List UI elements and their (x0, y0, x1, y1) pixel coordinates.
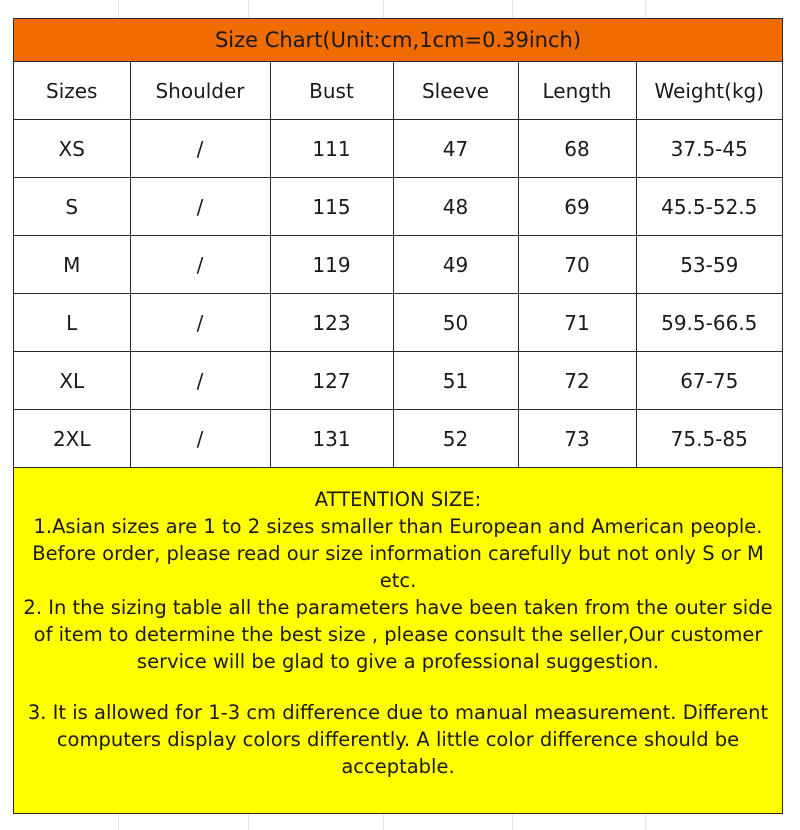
column-header-shoulder: Shoulder (130, 62, 270, 120)
cell-length: 69 (518, 178, 636, 236)
cell-length: 72 (518, 352, 636, 410)
notice-point-2: 2. In the sizing table all the parameters have been taken from the outer side of item to determine the best size , please consult the seller,Our customer service will be glad to give a professional suggestion. (23, 596, 773, 673)
cell-shoulder: / (130, 236, 270, 294)
cell-sleeve: 50 (393, 294, 518, 352)
cell-size: 2XL (14, 410, 130, 468)
column-header-length: Length (518, 62, 636, 120)
cell-bust: 131 (270, 410, 393, 468)
cell-length: 70 (518, 236, 636, 294)
column-header-bust: Bust (270, 62, 393, 120)
chart-title: Size Chart(Unit:cm,1cm=0.39inch) (14, 19, 782, 62)
cell-length: 71 (518, 294, 636, 352)
cell-shoulder: / (130, 410, 270, 468)
notice-point-3: 3. It is allowed for 1-3 cm difference due to manual measurement. Different computers display colors differently. A little color difference should be acceptable. (27, 701, 769, 778)
column-header-size: Sizes (14, 62, 130, 120)
cell-size: XL (14, 352, 130, 410)
cell-size: L (14, 294, 130, 352)
cell-sleeve: 48 (393, 178, 518, 236)
cell-bust: 115 (270, 178, 393, 236)
cell-weight: 53-59 (636, 236, 782, 294)
size-table-body (14, 62, 782, 467)
table-row (14, 178, 782, 236)
attention-notice (14, 467, 782, 813)
cell-sleeve: 51 (393, 352, 518, 410)
column-header-sleeve: Sleeve (393, 62, 518, 120)
size-table (14, 62, 782, 467)
cell-weight: 75.5-85 (636, 410, 782, 468)
table-row (14, 236, 782, 294)
cell-shoulder: / (130, 178, 270, 236)
cell-sleeve: 47 (393, 120, 518, 178)
table-row (14, 294, 782, 352)
size-chart (13, 18, 783, 814)
cell-length: 68 (518, 120, 636, 178)
cell-weight: 37.5-45 (636, 120, 782, 178)
cell-shoulder: / (130, 120, 270, 178)
cell-weight: 45.5-52.5 (636, 178, 782, 236)
cell-weight: 67-75 (636, 352, 782, 410)
cell-length: 73 (518, 410, 636, 468)
cell-size: S (14, 178, 130, 236)
table-row (14, 410, 782, 468)
table-header-row (14, 62, 782, 120)
notice-spacer (22, 675, 774, 699)
cell-bust: 123 (270, 294, 393, 352)
table-row (14, 120, 782, 178)
cell-shoulder: / (130, 352, 270, 410)
notice-point-1: 1.Asian sizes are 1 to 2 sizes smaller than European and American people. Before order, please read our size information carefully but not only S or M etc. (32, 515, 764, 592)
cell-sleeve: 49 (393, 236, 518, 294)
cell-bust: 127 (270, 352, 393, 410)
cell-size: M (14, 236, 130, 294)
cell-weight: 59.5-66.5 (636, 294, 782, 352)
cell-sleeve: 52 (393, 410, 518, 468)
cell-size: XS (14, 120, 130, 178)
table-row (14, 352, 782, 410)
notice-heading: ATTENTION SIZE: (314, 488, 482, 511)
column-header-weight: Weight(kg) (636, 62, 782, 120)
cell-bust: 111 (270, 120, 393, 178)
cell-bust: 119 (270, 236, 393, 294)
cell-shoulder: / (130, 294, 270, 352)
